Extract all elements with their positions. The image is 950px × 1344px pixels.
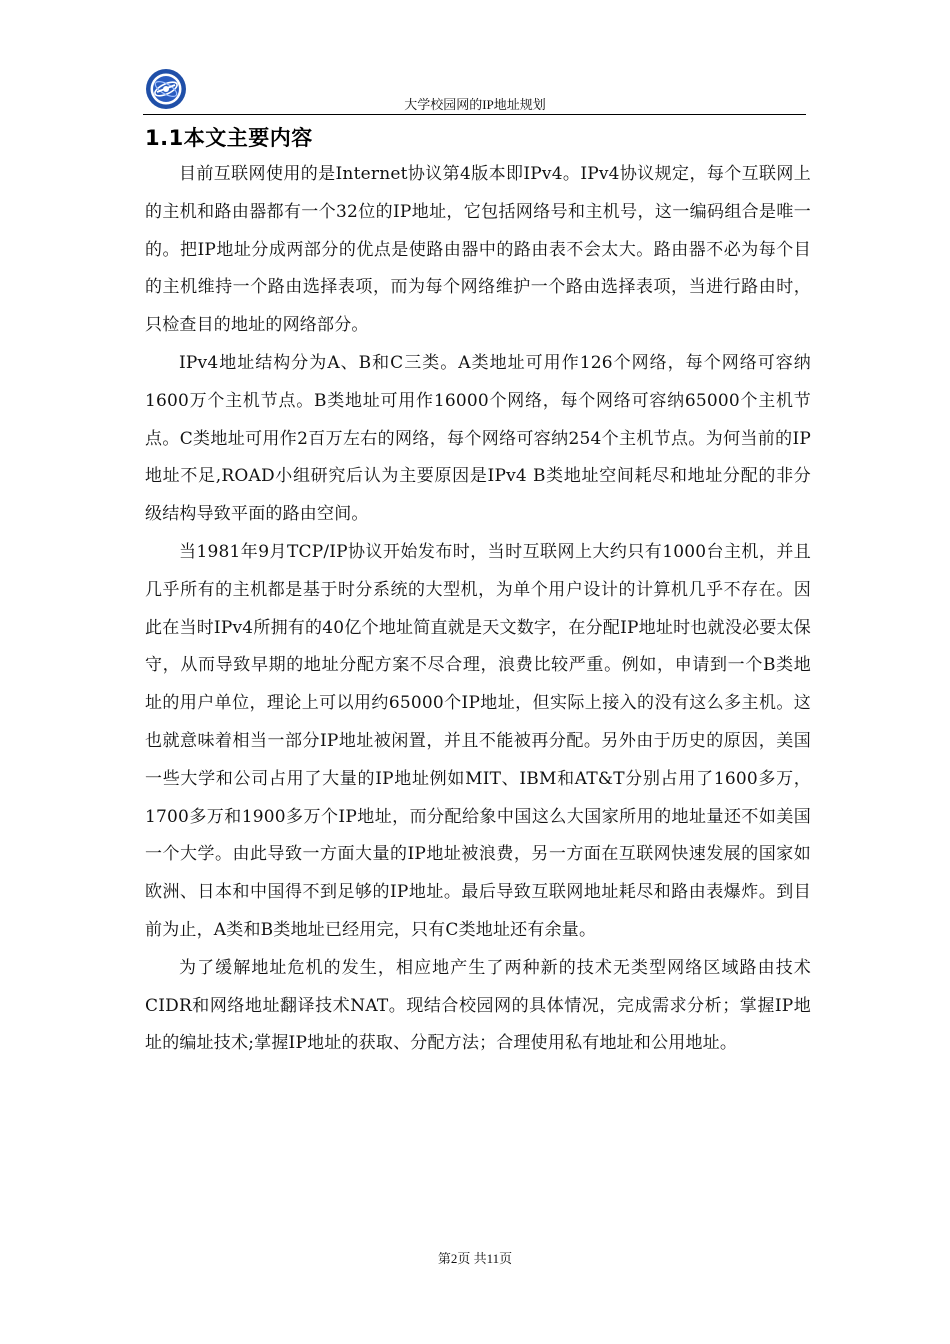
section-heading: 1.1本文主要内容 [145, 126, 313, 150]
body-text [145, 156, 811, 1063]
paragraph-cidr-nat: 为了缓解地址危机的发生，相应地产生了两种新的技术无类型网络区域路由技术CIDR和网络地址翻译技术NAT。现结合校园网的具体情况，完成需求分析；掌握IP地址的编址技术;掌握IP地址的获取、分配方法；合理使用私有地址和公用地址。 [145, 957, 811, 1054]
paragraph-address-history: 当1981年9月TCP/IP协议开始发布时，当时互联网上大约只有1000台主机，并且几乎所有的主机都是基于时分系统的大型机，为单个用户设计的计算机几乎不存在。因此在当时IPv4所拥有的40亿个地址简直就是天文数字，在分配IP地址时也就没必要太保守，从而导致早期的地址分配方案不尽合理，浪费比较严重。例如，申请到一个B类地址的用户单位，理论上可以用约65000个IP地址，但实际上接入的没有这么多主机。这也就意味着相当一部分IP地址被闲置，并且不能被再分配。另外由于历史的原因，美国一些大学和公司占用了大量的IP地址例如MIT、IBM和AT&T分别占用了1600多万，1700多万和1900多万个IP地址，而分配给象中国这么大国家所用的地址量还不如美国一个大学。由此导致一方面大量的IP地址被浪费，另一方面在互联网快速发展的国家如欧洲、日本和中国得不到足够的IP地址。最后导致互联网地址耗尽和路由表爆炸。到目前为止，A类和B类地址已经用完，只有C类地址还有余量。 [145, 541, 811, 940]
paragraph-ipv4-intro: 目前互联网使用的是Internet协议第4版本即IPv4。IPv4协议规定，每个互联网上的主机和路由器都有一个32位的IP地址，它包括网络号和主机号，这一编码组合是唯一的。把IP地址分成两部分的优点是使路由器中的路由表不会太大。路由器不必为每个目的主机维持一个路由选择表项，而为每个网络维护一个路由选择表项，当进行路由时，只检查目的地址的网络部分。 [145, 164, 811, 336]
running-header-title: 大学校园网的IP地址规划 [404, 97, 546, 112]
page-number: 第2页 共11页 [437, 1251, 513, 1266]
paragraph-address-classes: IPv4地址结构分为A、B和C三类。A类地址可用作126个网络，每个网络可容纳1600万个主机节点。B类地址可用作16000个网络，每个网络可容纳65000个主机节点。C类地址可用作2百万左右的网络，每个网络可容纳254个主机节点。为何当前的IP 地址不足,ROAD小组研究后认为主要原因是IPv4 B类地址空间耗尽和地址分配的非分级结构导致平面的路由空间。 [145, 352, 811, 525]
header-divider [143, 114, 806, 115]
